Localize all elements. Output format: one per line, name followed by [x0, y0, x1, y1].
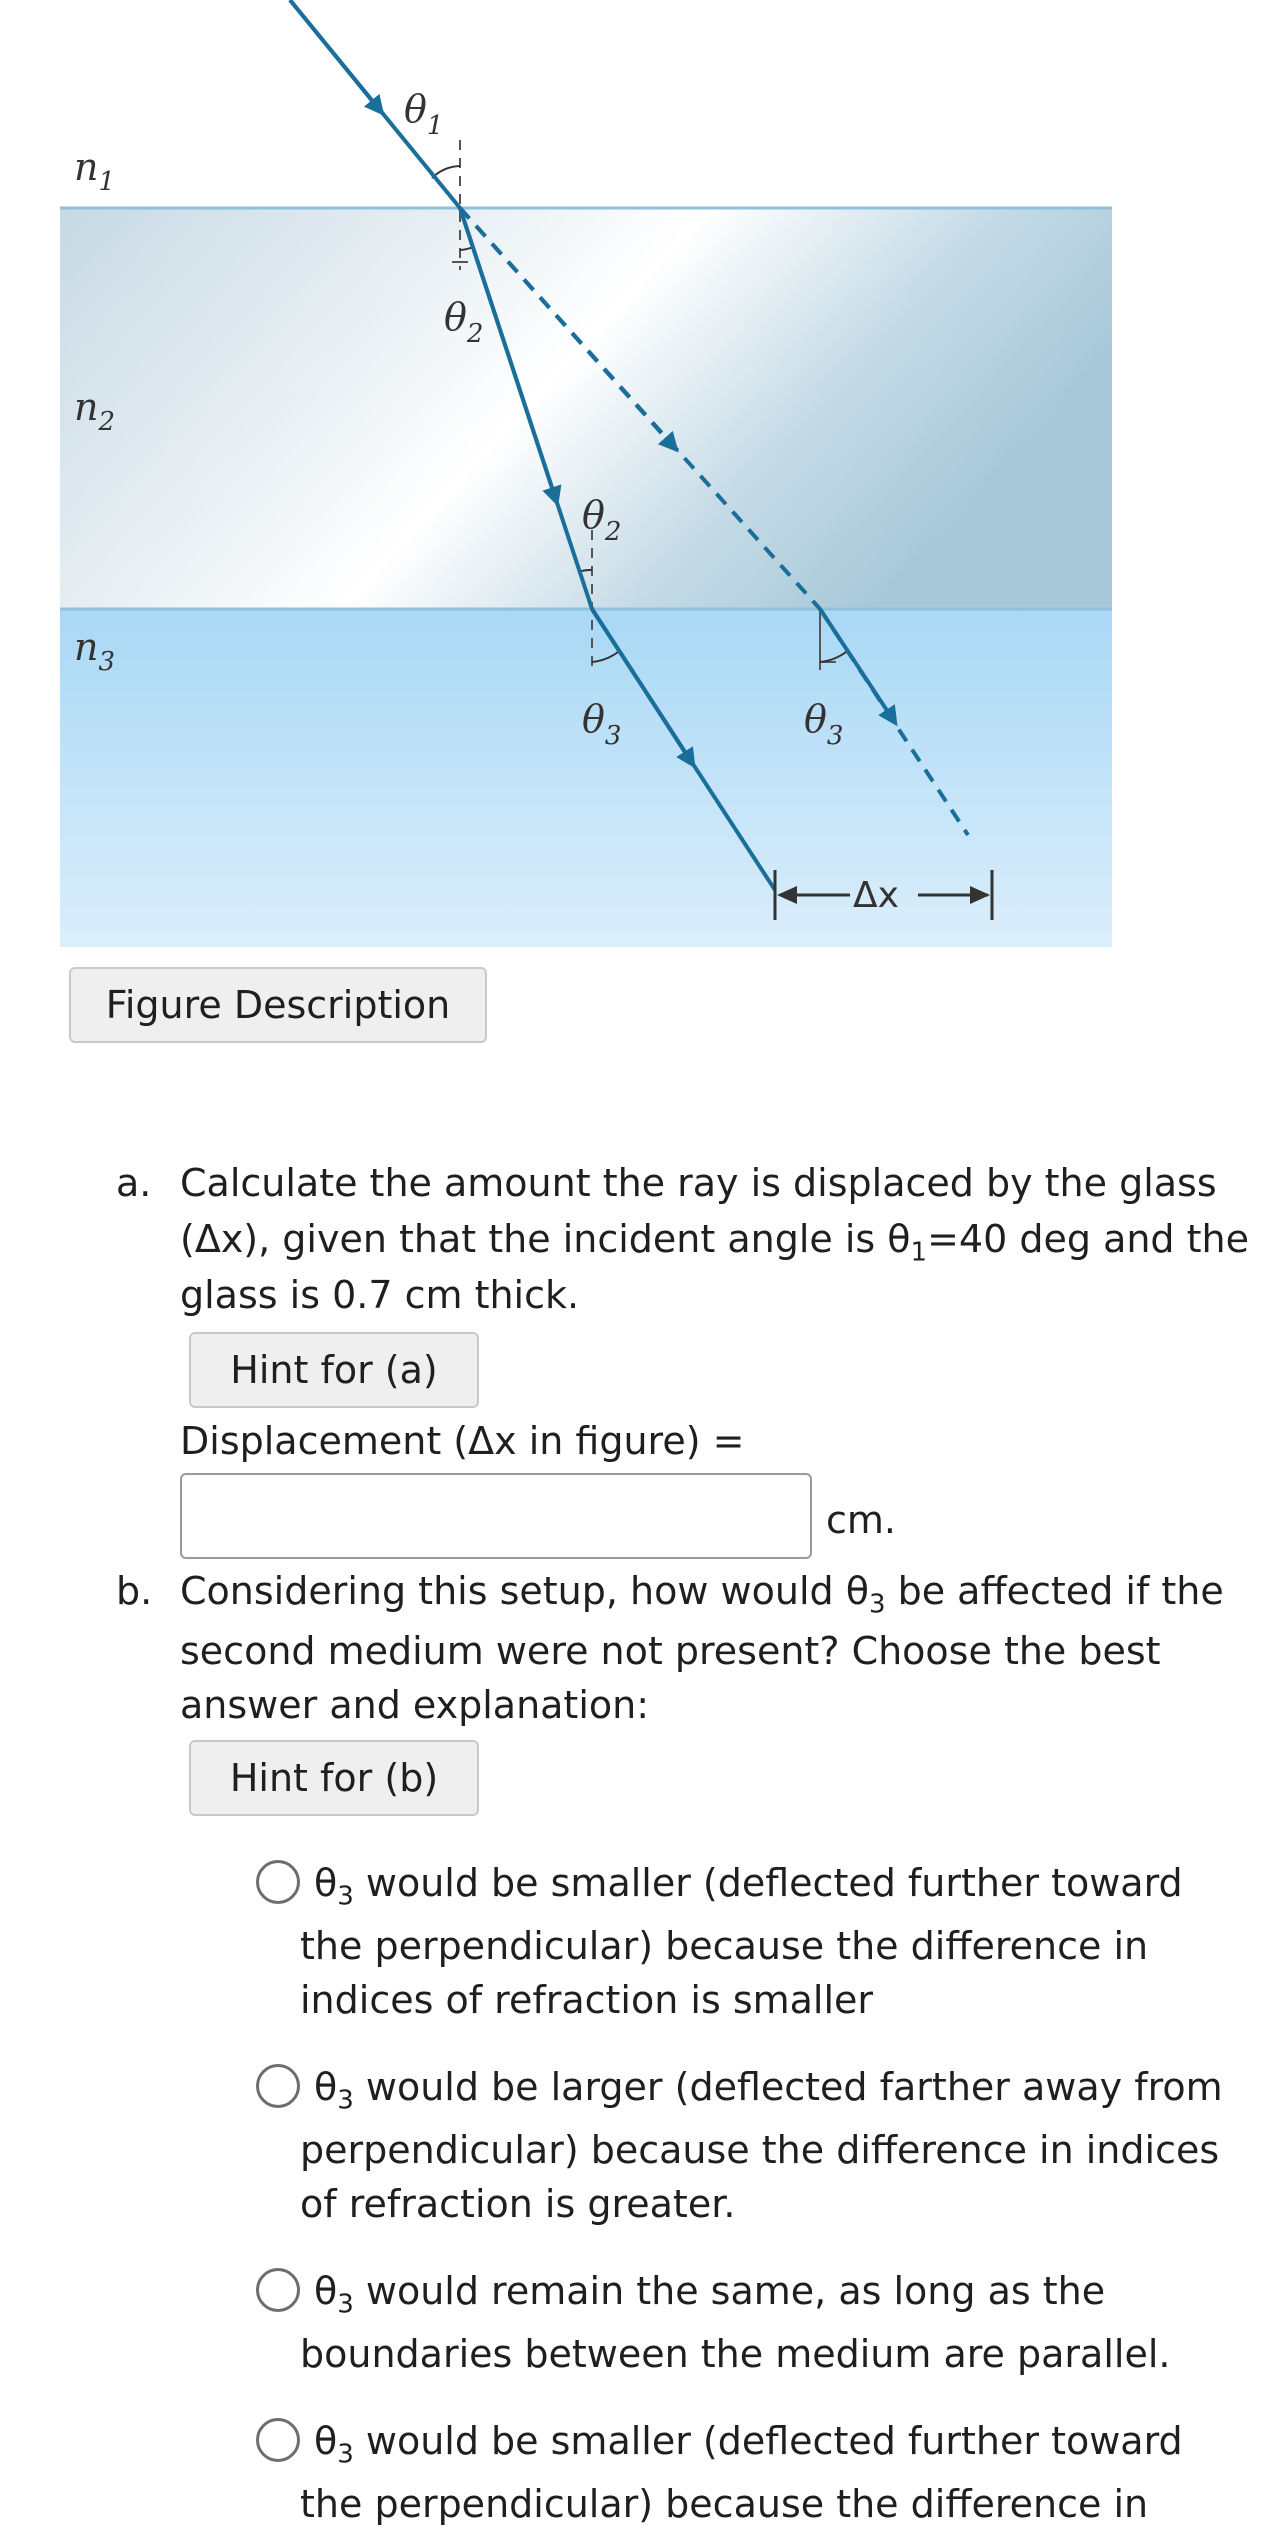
option-2-line2[interactable]: perpendicular) because the difference in indices	[300, 2128, 1220, 2172]
theta3-label-dashed: $\theta_3$	[804, 697, 844, 751]
n3-label: $n_3$	[74, 625, 116, 677]
part-a-marker: a.	[116, 1161, 152, 1205]
unit-label: cm.	[826, 1498, 896, 1542]
part-a-line1: Calculate the amount the ray is displaced by the glass	[180, 1161, 1217, 1205]
part-a-line2: (Δx), given that the incident angle is $\theta_1=40$ deg and the	[180, 1217, 1249, 1268]
incident-ray-arrow	[290, 0, 378, 108]
option-2-line3[interactable]: of refraction is greater.	[300, 2182, 736, 2226]
n2-label: $n_2$	[74, 385, 116, 437]
n1-label: $n_1$	[74, 145, 116, 197]
option-1-line3[interactable]: indices of refraction is smaller	[300, 1978, 874, 2022]
figure-description-button[interactable]: Figure Description	[69, 967, 487, 1043]
option-3-line1[interactable]: $\theta_3$ would remain the same, as long as the	[314, 2269, 1106, 2320]
refraction-figure	[0, 0, 1284, 960]
option-4-line1[interactable]: $\theta_3$ would be smaller (deflected further toward	[314, 2419, 1183, 2470]
option-2-line1[interactable]: $\theta_3$ would be larger (deflected farther away from	[314, 2065, 1223, 2116]
theta1-label: $\theta_1$	[404, 87, 444, 141]
option-2-radio[interactable]	[256, 2064, 300, 2108]
option-1-line2[interactable]: the perpendicular) because the difference in	[300, 1924, 1149, 1968]
option-4-radio[interactable]	[256, 2418, 300, 2462]
hint-b-button[interactable]: Hint for (b)	[189, 1740, 479, 1816]
option-4-line2[interactable]: the perpendicular) because the difference in	[300, 2482, 1149, 2526]
theta2-label-top: $\theta_2$	[444, 295, 484, 349]
part-a-line3: glass is 0.7 cm thick.	[180, 1273, 580, 1317]
displacement-label: Displacement (Δx in figure) =	[180, 1419, 745, 1463]
hint-a-button[interactable]: Hint for (a)	[189, 1332, 479, 1408]
option-1-line1[interactable]: $\theta_3$ would be smaller (deflected further toward	[314, 1861, 1183, 1912]
delta-x-label: Δx	[853, 875, 899, 916]
option-3-radio[interactable]	[256, 2268, 300, 2312]
part-b-line3: answer and explanation:	[180, 1683, 650, 1727]
theta3-label: $\theta_3$	[582, 697, 622, 751]
glass-medium	[60, 208, 1112, 609]
part-b-marker: b.	[116, 1569, 153, 1613]
option-3-line2[interactable]: boundaries between the medium are parallel.	[300, 2332, 1171, 2376]
theta2-label-bottom: $\theta_2$	[582, 493, 622, 547]
part-b-line2: second medium were not present? Choose the best	[180, 1629, 1161, 1673]
option-1-radio[interactable]	[256, 1860, 300, 1904]
displacement-input[interactable]	[180, 1473, 812, 1559]
part-b-line1: Considering this setup, how would $\theta_3$ be affected if the	[180, 1569, 1224, 1620]
